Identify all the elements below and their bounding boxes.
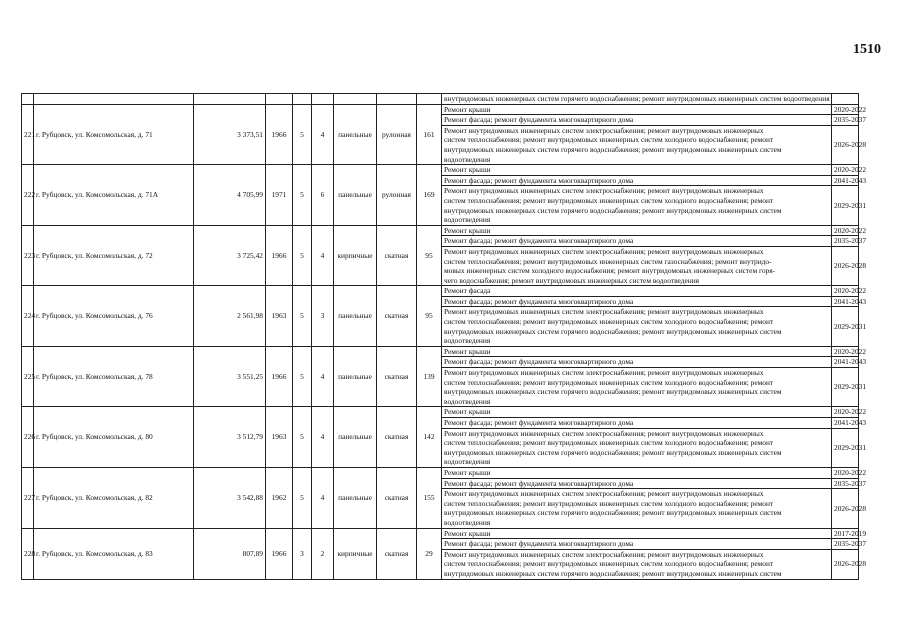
work-description: Ремонт фасада; ремонт фундамента многоквартирного дома: [442, 175, 832, 186]
year-cell: 1966: [266, 528, 293, 579]
cell-address: [34, 94, 194, 105]
work-line: водоотведения: [444, 154, 491, 164]
work-description: [442, 186, 832, 225]
work-description: [442, 125, 832, 164]
address-cell: г. Рубцовск, ул. Комсомольская, д. 80: [34, 407, 194, 468]
floors-cell: 5: [293, 165, 312, 226]
work-period: 2020-2022: [832, 407, 859, 418]
roof-type-cell: скатная: [377, 225, 417, 286]
work-description: Ремонт фасада; ремонт фундамента многоквартирного дома: [442, 357, 832, 368]
work-line: Ремонт внутридомовых инженерных систем электроснабжения; ремонт внутридомовых инженерных: [444, 125, 764, 135]
continuation-row: [22, 94, 859, 105]
work-period: 2026-2028: [832, 549, 859, 579]
area-cell: 3 725,42: [194, 225, 266, 286]
work-period: 2041-2043: [832, 357, 859, 368]
entrances-cell: 4: [312, 225, 334, 286]
entrances-cell: 4: [312, 467, 334, 528]
work-line: Ремонт внутридомовых инженерных систем электроснабжения; ремонт внутридомовых инженерных: [444, 428, 764, 438]
wall-material-cell: кирпичные: [334, 528, 377, 579]
work-description: Ремонт крыши: [442, 407, 832, 418]
entrances-cell: 2: [312, 528, 334, 579]
work-description: Ремонт фасада; ремонт фундамента многоквартирного дома: [442, 296, 832, 307]
area-cell: 3 542,88: [194, 467, 266, 528]
table-row: [22, 104, 859, 115]
work-line: Ремонт внутридомовых инженерных систем электроснабжения; ремонт внутридомовых инженерных: [444, 368, 764, 378]
work-period: 2020-2022: [832, 346, 859, 357]
floors-cell: 5: [293, 225, 312, 286]
row-number: 221: [22, 104, 34, 165]
work-period: 2020-2022: [832, 286, 859, 297]
work-period: 2020-2022: [832, 104, 859, 115]
roof-type-cell: скатная: [377, 407, 417, 468]
entrances-cell: 4: [312, 407, 334, 468]
year-cell: 1966: [266, 225, 293, 286]
work-description: [442, 246, 832, 285]
year-cell: 1966: [266, 346, 293, 407]
work-line: внутридомовых инженерных систем горячего водоснабжения; ремонт внутридомовых инженерных систем: [444, 144, 782, 154]
work-period: 2035-2037: [832, 539, 859, 550]
table-row: [22, 165, 859, 176]
cell-wall: [334, 94, 377, 105]
year-cell: 1963: [266, 286, 293, 347]
table-row: [22, 528, 859, 539]
work-line: систем теплоснабжения; ремонт внутридомовых инженерных систем холодного водоснабжения; ремонт: [444, 195, 774, 205]
work-description: Ремонт крыши: [442, 528, 832, 539]
repair-schedule-table: [21, 93, 867, 580]
cell-entrances: [312, 94, 334, 105]
wall-material-cell: панельные: [334, 104, 377, 165]
floors-cell: 5: [293, 104, 312, 165]
cell-work: внутридомовых инженерных систем горячего водоснабжения; ремонт внутридомовых инженерных систем водоотведения: [442, 94, 832, 105]
work-line: систем теплоснабжения; ремонт внутридомовых инженерных систем холодного водоснабжения; ремонт: [444, 498, 774, 508]
roof-type-cell: скатная: [377, 467, 417, 528]
entrances-cell: 3: [312, 286, 334, 347]
floors-cell: 5: [293, 346, 312, 407]
roof-type-cell: скатная: [377, 286, 417, 347]
cell-area: [194, 94, 266, 105]
row-number: 224: [22, 286, 34, 347]
work-line: Ремонт внутридомовых инженерных систем электроснабжения; ремонт внутридомовых инженерных: [444, 186, 764, 196]
wall-material-cell: панельные: [334, 467, 377, 528]
roof-type-cell: рулонная: [377, 104, 417, 165]
work-line: внутридомовых инженерных систем горячего водоснабжения; ремонт внутридомовых инженерных систем: [444, 326, 782, 336]
floors-cell: 3: [293, 528, 312, 579]
roof-type-cell: рулонная: [377, 165, 417, 226]
table-row: [22, 407, 859, 418]
work-line: систем теплоснабжения; ремонт внутридомовых инженерных систем холодного водоснабжения; ремонт: [444, 317, 774, 327]
work-period: 2029-2031: [832, 368, 859, 407]
wall-material-cell: панельные: [334, 346, 377, 407]
work-period: 2026-2028: [832, 489, 859, 528]
floors-cell: 5: [293, 286, 312, 347]
row-number: 226: [22, 407, 34, 468]
work-line: Ремонт внутридомовых инженерных систем электроснабжения; ремонт внутридомовых инженерных: [444, 549, 764, 559]
address-cell: г. Рубцовск, ул. Комсомольская, д. 83: [34, 528, 194, 579]
table-body: [22, 94, 867, 580]
work-line: систем теплоснабжения; ремонт внутридомовых инженерных систем газоснабжения; ремонт внутридо-: [444, 256, 772, 266]
residents-cell: 161: [417, 104, 442, 165]
row-number: 227: [22, 467, 34, 528]
work-description: Ремонт крыши: [442, 104, 832, 115]
work-period: 2017-2019: [832, 528, 859, 539]
work-description: Ремонт крыши: [442, 225, 832, 236]
address-cell: г. Рубцовск, ул. Комсомольская, д. 76: [34, 286, 194, 347]
wall-material-cell: кирпичные: [334, 225, 377, 286]
work-description: [442, 307, 832, 346]
work-period: 2029-2031: [832, 186, 859, 225]
work-period: 2041-2043: [832, 175, 859, 186]
work-line: водоотведения: [444, 517, 491, 527]
work-period: 2020-2022: [832, 225, 859, 236]
wall-material-cell: панельные: [334, 407, 377, 468]
entrances-cell: 4: [312, 104, 334, 165]
work-period: 2029-2031: [832, 428, 859, 467]
work-description: Ремонт фасада: [442, 286, 832, 297]
residents-cell: 95: [417, 286, 442, 347]
work-description: Ремонт фасада; ремонт фундамента многоквартирного дома: [442, 115, 832, 126]
work-description: Ремонт крыши: [442, 165, 832, 176]
page-number: 1510: [853, 42, 881, 57]
floors-cell: 5: [293, 467, 312, 528]
residents-cell: 95: [417, 225, 442, 286]
work-description: [442, 428, 832, 467]
work-line: внутридомовых инженерных систем горячего водоснабжения; ремонт внутридомовых инженерных систем: [444, 205, 782, 215]
table-row: [22, 286, 859, 297]
residents-cell: 139: [417, 346, 442, 407]
area-cell: 3 373,51: [194, 104, 266, 165]
row-number: 228: [22, 528, 34, 579]
work-description: [442, 489, 832, 528]
residents-cell: 169: [417, 165, 442, 226]
work-period: 2020-2022: [832, 165, 859, 176]
work-line: внутридомовых инженерных систем горячего водоснабжения; ремонт внутридомовых инженерных систем: [444, 568, 782, 578]
work-line: систем теплоснабжения; ремонт внутридомовых инженерных систем холодного водоснабжения; ремонт: [444, 438, 774, 448]
cell-residents: [417, 94, 442, 105]
area-cell: 807,89: [194, 528, 266, 579]
work-line: мовых инженерных систем холодного водоснабжения; ремонт внутридомовых инженерных систем горя-: [444, 266, 776, 276]
residents-cell: 29: [417, 528, 442, 579]
roof-type-cell: скатная: [377, 528, 417, 579]
work-line: внутридомовых инженерных систем горячего водоснабжения; ремонт внутридомовых инженерных систем: [444, 447, 782, 457]
table-row: [22, 467, 859, 478]
work-description: Ремонт крыши: [442, 467, 832, 478]
work-description: Ремонт фасада; ремонт фундамента многоквартирного дома: [442, 478, 832, 489]
year-cell: 1963: [266, 407, 293, 468]
work-line: систем теплоснабжения; ремонт внутридомовых инженерных систем холодного водоснабжения; ремонт: [444, 135, 774, 145]
work-description: Ремонт фасада; ремонт фундамента многоквартирного дома: [442, 236, 832, 247]
work-period: 2020-2022: [832, 467, 859, 478]
work-line: внутридомовых инженерных систем горячего водоснабжения; ремонт внутридомовых инженерных систем: [444, 387, 782, 397]
floors-cell: 5: [293, 407, 312, 468]
work-period: 2035-2037: [832, 115, 859, 126]
work-line: Ремонт внутридомовых инженерных систем электроснабжения; ремонт внутридомовых инженерных: [444, 489, 764, 499]
work-line: водоотведения: [444, 336, 491, 346]
residents-cell: 142: [417, 407, 442, 468]
work-period: 2041-2043: [832, 296, 859, 307]
work-description: Ремонт фасада; ремонт фундамента многоквартирного дома: [442, 418, 832, 429]
work-period: 2041-2043: [832, 418, 859, 429]
row-number: 222: [22, 165, 34, 226]
area-cell: 3 551,25: [194, 346, 266, 407]
work-line: водоотведения: [444, 396, 491, 406]
row-number: 225: [22, 346, 34, 407]
work-period: 2035-2037: [832, 478, 859, 489]
table-row: [22, 225, 859, 236]
cell-year: [266, 94, 293, 105]
wall-material-cell: панельные: [334, 165, 377, 226]
work-period: 2026-2028: [832, 125, 859, 164]
work-line: водоотведения: [444, 457, 491, 467]
entrances-cell: 4: [312, 346, 334, 407]
work-description: [442, 549, 832, 579]
work-line: систем теплоснабжения; ремонт внутридомовых инженерных систем холодного водоснабжения; ремонт: [444, 377, 774, 387]
area-cell: 2 561,98: [194, 286, 266, 347]
year-cell: 1962: [266, 467, 293, 528]
work-line: Ремонт внутридомовых инженерных систем электроснабжения; ремонт внутридомовых инженерных: [444, 246, 764, 256]
work-description: [442, 368, 832, 407]
row-number: 223: [22, 225, 34, 286]
year-cell: 1971: [266, 165, 293, 226]
work-line: систем теплоснабжения; ремонт внутридомовых инженерных систем холодного водоснабжения; ремонт: [444, 559, 774, 569]
cell-num: [22, 94, 34, 105]
work-line: чего водоснабжения; ремонт внутридомовых инженерных систем водоотведения: [444, 275, 700, 285]
work-line: водоотведения: [444, 215, 491, 225]
address-cell: г. Рубцовск, ул. Комсомольская, д. 71: [34, 104, 194, 165]
address-cell: г. Рубцовск, ул. Комсомольская, д. 72: [34, 225, 194, 286]
roof-type-cell: скатная: [377, 346, 417, 407]
cell-roof: [377, 94, 417, 105]
work-line: внутридомовых инженерных систем горячего водоснабжения; ремонт внутридомовых инженерных систем: [444, 508, 782, 518]
residents-cell: 155: [417, 467, 442, 528]
cell-floors: [293, 94, 312, 105]
address-cell: г. Рубцовск, ул. Комсомольская, д. 78: [34, 346, 194, 407]
year-cell: 1966: [266, 104, 293, 165]
work-description: Ремонт фасада; ремонт фундамента многоквартирного дома: [442, 539, 832, 550]
work-description: Ремонт крыши: [442, 346, 832, 357]
cell-period: [832, 94, 859, 105]
work-line: Ремонт внутридомовых инженерных систем электроснабжения; ремонт внутридомовых инженерных: [444, 307, 764, 317]
work-period: 2029-2031: [832, 307, 859, 346]
area-cell: 3 512,79: [194, 407, 266, 468]
table-row: [22, 346, 859, 357]
wall-material-cell: панельные: [334, 286, 377, 347]
entrances-cell: 6: [312, 165, 334, 226]
address-cell: г. Рубцовск, ул. Комсомольская, д. 82: [34, 467, 194, 528]
address-cell: г. Рубцовск, ул. Комсомольская, д. 71А: [34, 165, 194, 226]
work-period: 2026-2028: [832, 246, 859, 285]
area-cell: 4 705,99: [194, 165, 266, 226]
work-period: 2035-2037: [832, 236, 859, 247]
